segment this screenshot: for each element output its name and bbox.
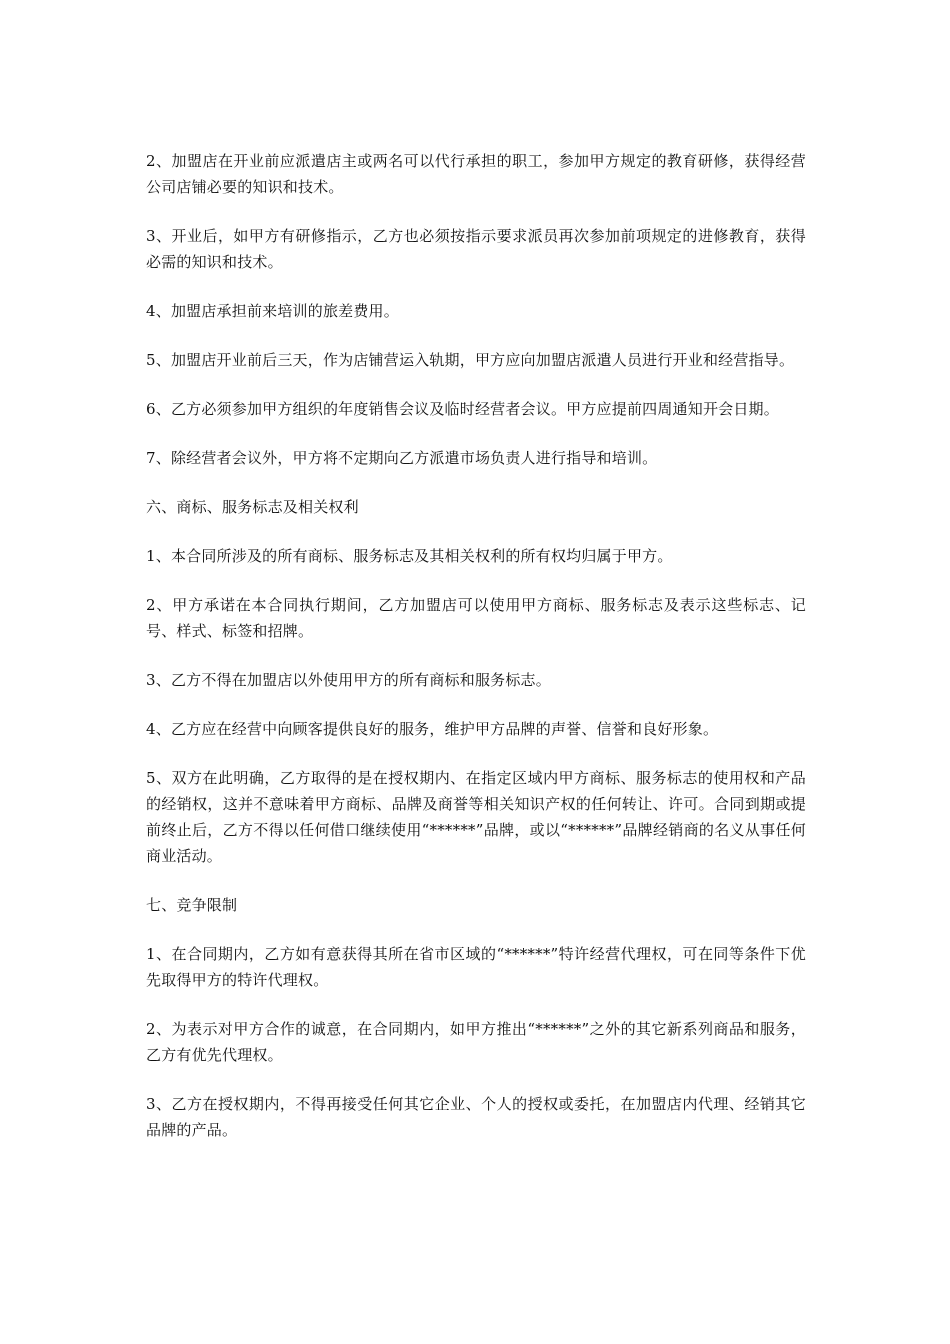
paragraph-opening-guidance: 5、加盟店开业前后三天，作为店铺营运入轨期，甲方应向加盟店派遣人员进行开业和经营指导。: [146, 351, 795, 369]
paragraph-trademark-restriction: 3、乙方不得在加盟店以外使用甲方的所有商标和服务标志。: [146, 671, 551, 689]
paragraph-training-after-opening: 3、开业后，如甲方有研修指示，乙方也必须按指示要求派员再次参加前项规定的进修教育，获得必需的知识和技术。: [146, 227, 806, 271]
paragraph-exclusive-authorization: 3、乙方在授权期内，不得再接受任何其它企业、个人的授权或委托，在加盟店内代理、经销其它品牌的产品。: [146, 1095, 806, 1139]
paragraph-training-owner: 2、加盟店在开业前应派遣店主或两名可以代行承担的职工，参加甲方规定的教育研修，获得经营公司店铺必要的知识和技术。: [146, 152, 806, 196]
paragraph-trademark-usage: 2、甲方承诺在本合同执行期间，乙方加盟店可以使用甲方商标、服务标志及表示这些标志、记号、样式、标签和招牌。: [146, 596, 806, 640]
paragraph-sales-meeting: 6、乙方必须参加甲方组织的年度销售会议及临时经营者会议。甲方应提前四周通知开会日期。: [146, 400, 779, 418]
paragraph-priority-agency: 1、在合同期内，乙方如有意获得其所在省市区域的“******”特许经营代理权，可在同等条件下优先取得甲方的特许代理权。: [146, 945, 806, 989]
paragraph-brand-reputation: 4、乙方应在经营中向顾客提供良好的服务，维护甲方品牌的声誉、信誉和良好形象。: [146, 720, 719, 738]
section-heading-trademarks: 六、商标、服务标志及相关权利: [146, 498, 359, 516]
document-body: [146, 148, 806, 1166]
section-heading-competition: 七、竞争限制: [146, 896, 238, 914]
paragraph-market-guidance: 7、除经营者会议外，甲方将不定期向乙方派遣市场负责人进行指导和培训。: [146, 449, 658, 467]
paragraph-travel-expenses: 4、加盟店承担前来培训的旅差费用。: [146, 302, 399, 320]
paragraph-new-products-priority: 2、为表示对甲方合作的诚意，在合同期内，如甲方推出“******”之外的其它新系列商品和服务，乙方有优先代理权。: [146, 1020, 806, 1064]
paragraph-trademark-ownership: 1、本合同所涉及的所有商标、服务标志及其相关权利的所有权均归属于甲方。: [146, 547, 673, 565]
paragraph-rights-clarification: 5、双方在此明确，乙方取得的是在授权期内、在指定区域内甲方商标、服务标志的使用权和产品的经销权，这并不意味着甲方商标、品牌及商誉等相关知识产权的任何转让、许可。合同到期或提前终止后，乙方不得以任何借口继续使用“******”品牌，或以“******”品牌经销商的名义从事任何商业活动。: [146, 769, 806, 865]
